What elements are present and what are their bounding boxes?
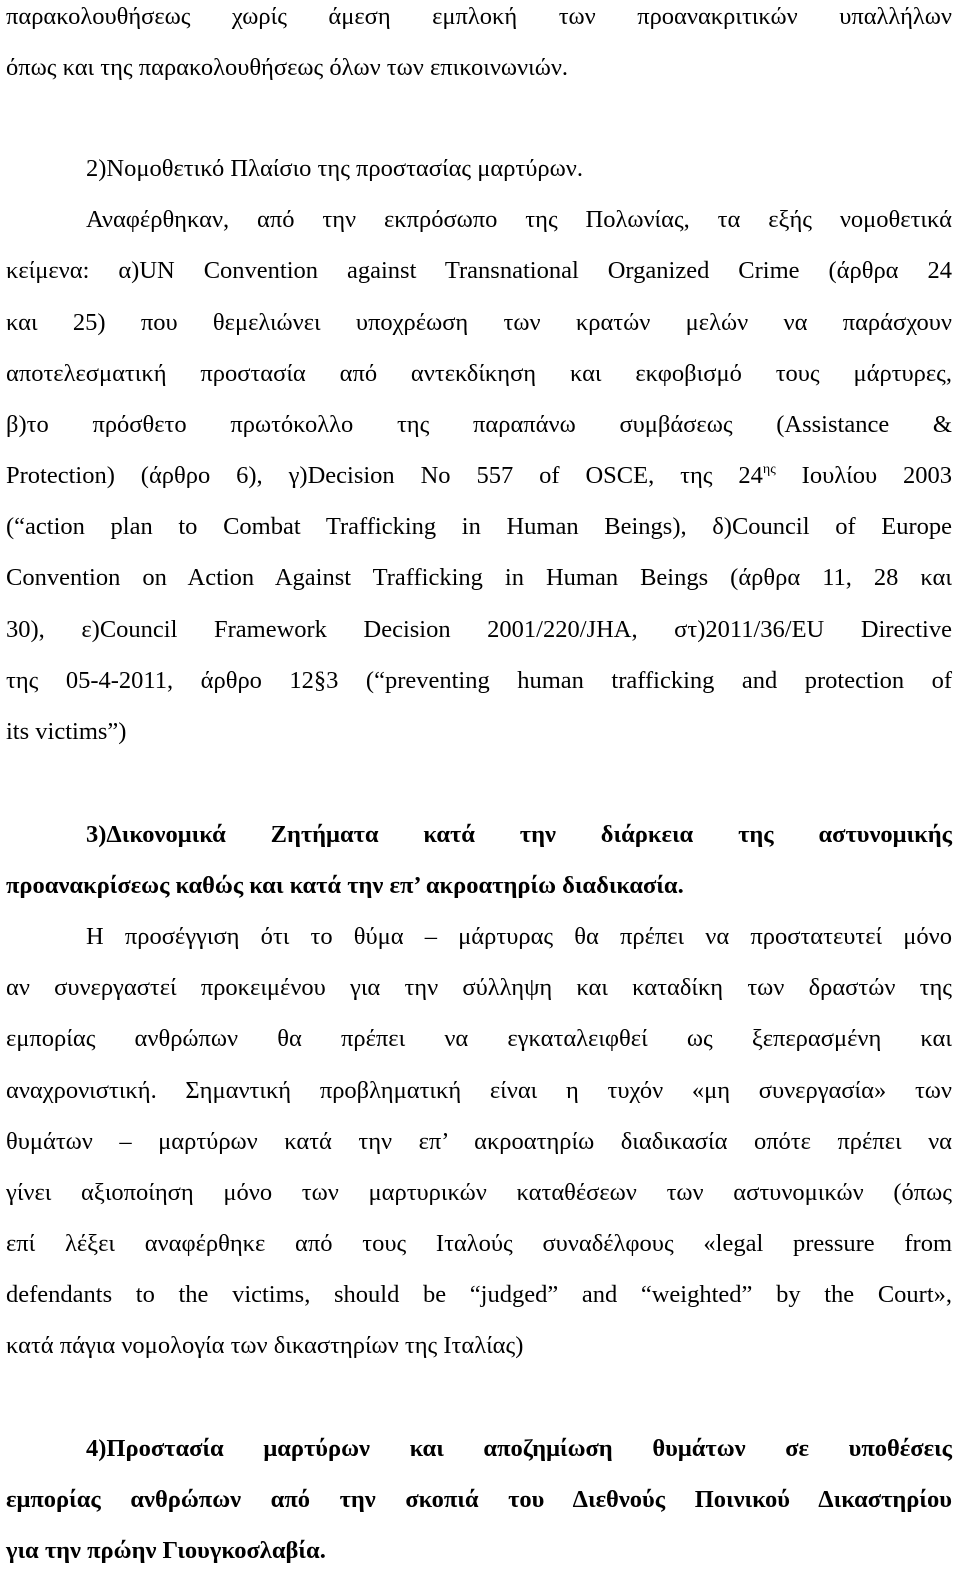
section-heading: για την πρώην Γιουγκοσλαβία. <box>6 1537 326 1564</box>
section-heading: 4)Προστασία μαρτύρων και αποζημίωση θυμάτων σε υποθέσεις <box>86 1435 952 1462</box>
text-line: Convention on Action Against Trafficking in Human Beings (άρθρα 11, 28 και <box>6 564 952 591</box>
text-line: γίνει αξιοποίηση μόνο των μαρτυρικών καταθέσεων των αστυνομικών (όπως <box>6 1179 952 1206</box>
text-line: εμπορίας ανθρώπων θα πρέπει να εγκαταλειφθεί ως ξεπερασμένη και <box>6 1025 952 1052</box>
text-segment: Protection) (άρθρο 6), γ)Decision No 557 of OSCE, της 24 <box>6 462 763 489</box>
text-line: της 05-4-2011, άρθρο 12§3 (“preventing human trafficking and protection of <box>6 667 952 694</box>
text-segment: Ιουλίου 2003 <box>775 462 952 489</box>
text-line: και 25) που θεμελιώνει υποχρέωση των κρατών μελών να παράσχουν <box>6 309 952 336</box>
text-line: Η προσέγγιση ότι το θύμα – μάρτυρας θα πρέπει να προστατευτεί μόνο <box>86 923 952 950</box>
text-line: 30), ε)Council Framework Decision 2001/220/JHA, στ)2011/36/EU Directive <box>6 616 952 643</box>
text-line <box>6 461 952 512</box>
text-line: αναχρονιστική. Σημαντική προβληματική είναι η τυχόν «μη συνεργασία» των <box>6 1077 952 1104</box>
text-line: its victims”) <box>6 718 127 745</box>
text-line: κατά πάγια νομολογία των δικαστηρίων της Ιταλίας) <box>6 1332 524 1359</box>
text-line: Αναφέρθηκαν, από την εκπρόσωπο της Πολωνίας, τα εξής νομοθετικά <box>86 206 952 233</box>
text-line: θυμάτων – μαρτύρων κατά την επ’ ακροατηρίω διαδικασία οπότε πρέπει να <box>6 1128 952 1155</box>
section-heading: προανακρίσεως καθώς και κατά την επ’ ακροατηρίω διαδικασία. <box>6 872 684 899</box>
text-line: όπως και της παρακολουθήσεως όλων των επικοινωνιών. <box>6 54 569 81</box>
ordinal-superscript: ης <box>762 462 776 477</box>
section-heading: 2)Νομοθετικό Πλαίσιο της προστασίας μαρτύρων. <box>86 155 583 182</box>
text-line: παρακολουθήσεως χωρίς άμεση εμπλοκή των προανακριτικών υπαλλήλων <box>6 3 952 30</box>
text-line: αποτελεσματική προστασία από αντεκδίκηση και εκφοβισμό τους μάρτυρες, <box>6 360 952 387</box>
text-line: (“action plan to Combat Trafficking in Human Beings), δ)Council of Europe <box>6 513 952 540</box>
text-line: defendants to the victims, should be “judged” and “weighted” by the Court», <box>6 1281 952 1308</box>
section-heading: 3)Δικονομικά Ζητήματα κατά την διάρκεια της αστυνομικής <box>86 821 952 848</box>
section-heading: εμπορίας ανθρώπων από την σκοπιά του Διεθνούς Ποινικού Δικαστηρίου <box>6 1486 952 1513</box>
text-line: αν συνεργαστεί προκειμένου για την σύλληψη και καταδίκη των δραστών της <box>6 974 952 1001</box>
text-line: β)το πρόσθετο πρωτόκολλο της παραπάνω συμβάσεως (Assistance & <box>6 411 952 438</box>
text-line: κείμενα: α)UN Convention against Transnational Organized Crime (άρθρα 24 <box>6 257 952 284</box>
text-line: επί λέξει αναφέρθηκε από τους Ιταλούς συναδέλφους «legal pressure from <box>6 1230 952 1257</box>
